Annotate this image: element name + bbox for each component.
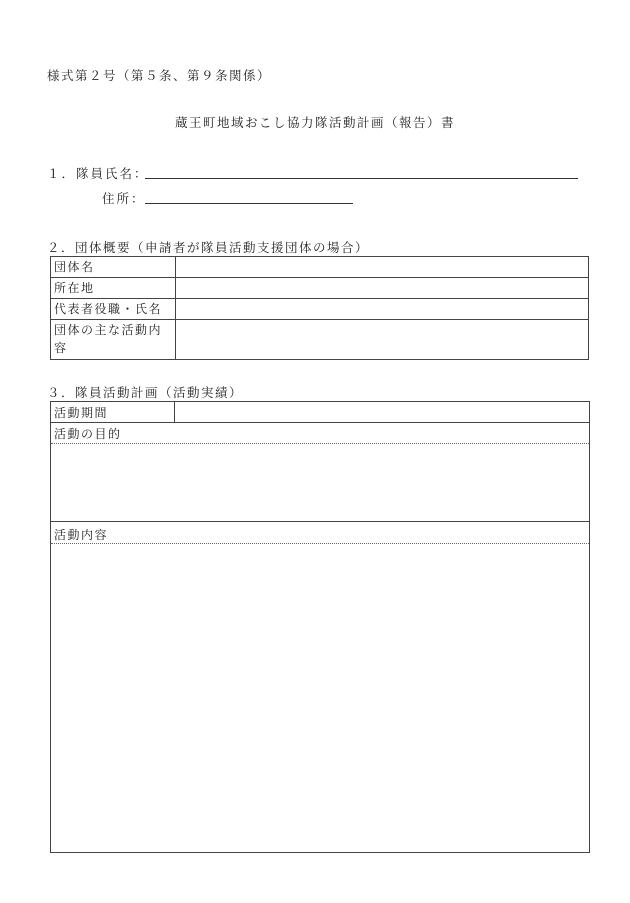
member-name-label: １．隊員氏名： [47, 166, 149, 181]
table-row [51, 299, 589, 320]
activity-content-area[interactable] [51, 544, 589, 850]
activity-content-label: 活動内容 [54, 528, 109, 542]
address-label: 住所： [102, 191, 146, 206]
table-row [51, 320, 589, 360]
organization-table [50, 256, 589, 360]
address-field[interactable] [145, 203, 353, 204]
activity-plan-box [50, 401, 590, 853]
activity-purpose-area[interactable] [51, 444, 589, 521]
activity-purpose-label: 活動の目的 [54, 427, 122, 441]
table-row [51, 278, 589, 299]
column-divider [174, 402, 175, 422]
table-row [51, 257, 589, 278]
representative-value[interactable] [176, 299, 589, 320]
org-location-value[interactable] [176, 278, 589, 299]
org-name-label: 団体名 [51, 257, 176, 278]
main-activities-value[interactable] [176, 320, 589, 360]
main-activities-label: 団体の主な活動内容 [51, 320, 176, 360]
org-location-label: 所在地 [51, 278, 176, 299]
divider [51, 521, 589, 522]
member-name-field[interactable] [145, 178, 578, 179]
section-2-heading: ２．団体概要（申請者が隊員活動支援団体の場合） [47, 240, 370, 255]
form-number: 様式第２号（第５条、第９条関係） [47, 68, 272, 83]
section-3-heading: ３．隊員活動計画（活動実績） [47, 385, 244, 400]
activity-period-row [51, 402, 589, 423]
activity-period-label: 活動期間 [54, 406, 109, 420]
representative-label: 代表者役職・氏名 [51, 299, 176, 320]
org-name-value[interactable] [176, 257, 589, 278]
document-title: 蔵王町地域おこし協力隊活動計画（報告）書 [174, 115, 455, 130]
